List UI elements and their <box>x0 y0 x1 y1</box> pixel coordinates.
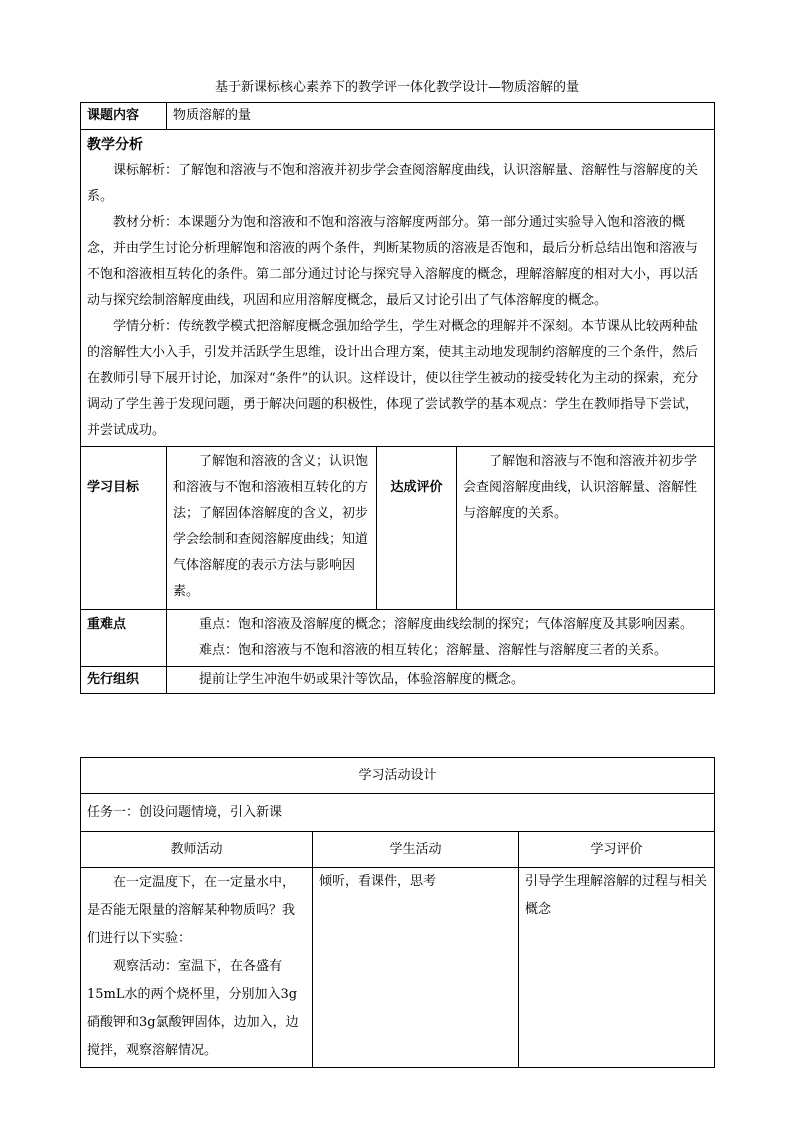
col-student: 学生活动 <box>313 832 519 868</box>
key-difficulty: 难点：饱和溶液与不饱和溶液的相互转化；溶解量、溶解性与溶解度三者的关系。 <box>199 643 668 658</box>
goals-label: 学习目标 <box>81 447 167 610</box>
key-points-label: 重难点 <box>81 610 167 667</box>
col-teacher: 教师活动 <box>81 832 313 868</box>
teacher-activity-experiment: 观察活动：室温下，在各盛有15mL水的两个烧杯里，分别加入3g硝酸钾和3g氯酸钾固体，边加入，边搅拌，观察溶解情况。 <box>87 959 299 1058</box>
eval-label: 达成评价 <box>377 447 457 610</box>
key-points-cell <box>167 610 715 667</box>
task-one: 任务一：创设问题情境，引入新课 <box>81 794 715 832</box>
col-eval: 学习评价 <box>519 832 715 868</box>
learning-eval: 引导学生理解溶解的过程与相关概念 <box>519 868 715 1068</box>
lesson-info-table <box>80 102 715 694</box>
advance-label: 先行组织 <box>81 667 167 694</box>
goals-text: 了解饱和溶液的含义；认识饱和溶液与不饱和溶液相互转化的方法；了解固体溶解度的含义，初步学会绘制和查阅溶解度曲线；知道气体溶解度的表示方法与影响因素。 <box>167 447 377 610</box>
analysis-textbook: 教材分析：本课题分为饱和溶液和不饱和溶液与溶解度两部分。第一部分通过实验导入饱和溶液的概念，并由学生讨论分析理解饱和溶液的两个条件，判断某物质的溶液是否饱和，最后分析总结出饱和溶液与不饱和溶液相互转化的条件。第二部分通过讨论与探究导入溶解度的概念，理解溶解度的相对大小，再以活动与探究绘制溶解度曲线，巩固和应用溶解度概念，最后又讨论引出了气体溶解度的概念。 <box>87 215 699 308</box>
eval-text: 了解饱和溶液与不饱和溶液并初步学会查阅溶解度曲线，认识溶解量、溶解性与溶解度的关系。 <box>457 447 715 610</box>
advance-text: 提前让学生冲泡牛奶或果汁等饮品，体验溶解度的概念。 <box>167 667 715 694</box>
student-activity: 倾听，看课件，思考 <box>313 868 519 1068</box>
activity-table <box>80 757 715 1068</box>
topic-value: 物质溶解的量 <box>167 103 715 130</box>
analysis-heading: 教学分析 <box>87 137 143 153</box>
teacher-activity-question: 在一定温度下，在一定量水中，是否能无限量的溶解某种物质吗？我们进行以下实验： <box>87 875 296 946</box>
topic-label: 课题内容 <box>81 103 167 130</box>
analysis-learners: 学情分析：传统教学模式把溶解度概念强加给学生，学生对概念的理解并不深刻。本节课从比较两种盐的溶解性大小入手，引发并活跃学生思维，设计出合理方案，使其主动地发现制约溶解度的三个条件，然后在教师引导下展开讨论，加深对“条件”的认识。这样设计，使以往学生被动的接受转化为主动的探索，充分调动了学生善于发现问题，勇于解决问题的积极性，体现了尝试教学的基本观点：学生在教师指导下尝试，并尝试成功。 <box>87 319 699 438</box>
activity-heading: 学习活动设计 <box>81 758 715 794</box>
analysis-standards: 课标解析：了解饱和溶液与不饱和溶液并初步学会查阅溶解度曲线，认识溶解量、溶解性与溶解度的关系。 <box>87 163 699 204</box>
analysis-cell <box>81 130 715 447</box>
key-focus: 重点：饱和溶液及溶解度的概念；溶解度曲线绘制的探究；气体溶解度及其影响因素。 <box>199 617 694 632</box>
teacher-activity <box>81 868 313 1068</box>
document-title: 基于新课标核心素养下的教学评一体化教学设计—物质溶解的量 <box>214 80 579 95</box>
